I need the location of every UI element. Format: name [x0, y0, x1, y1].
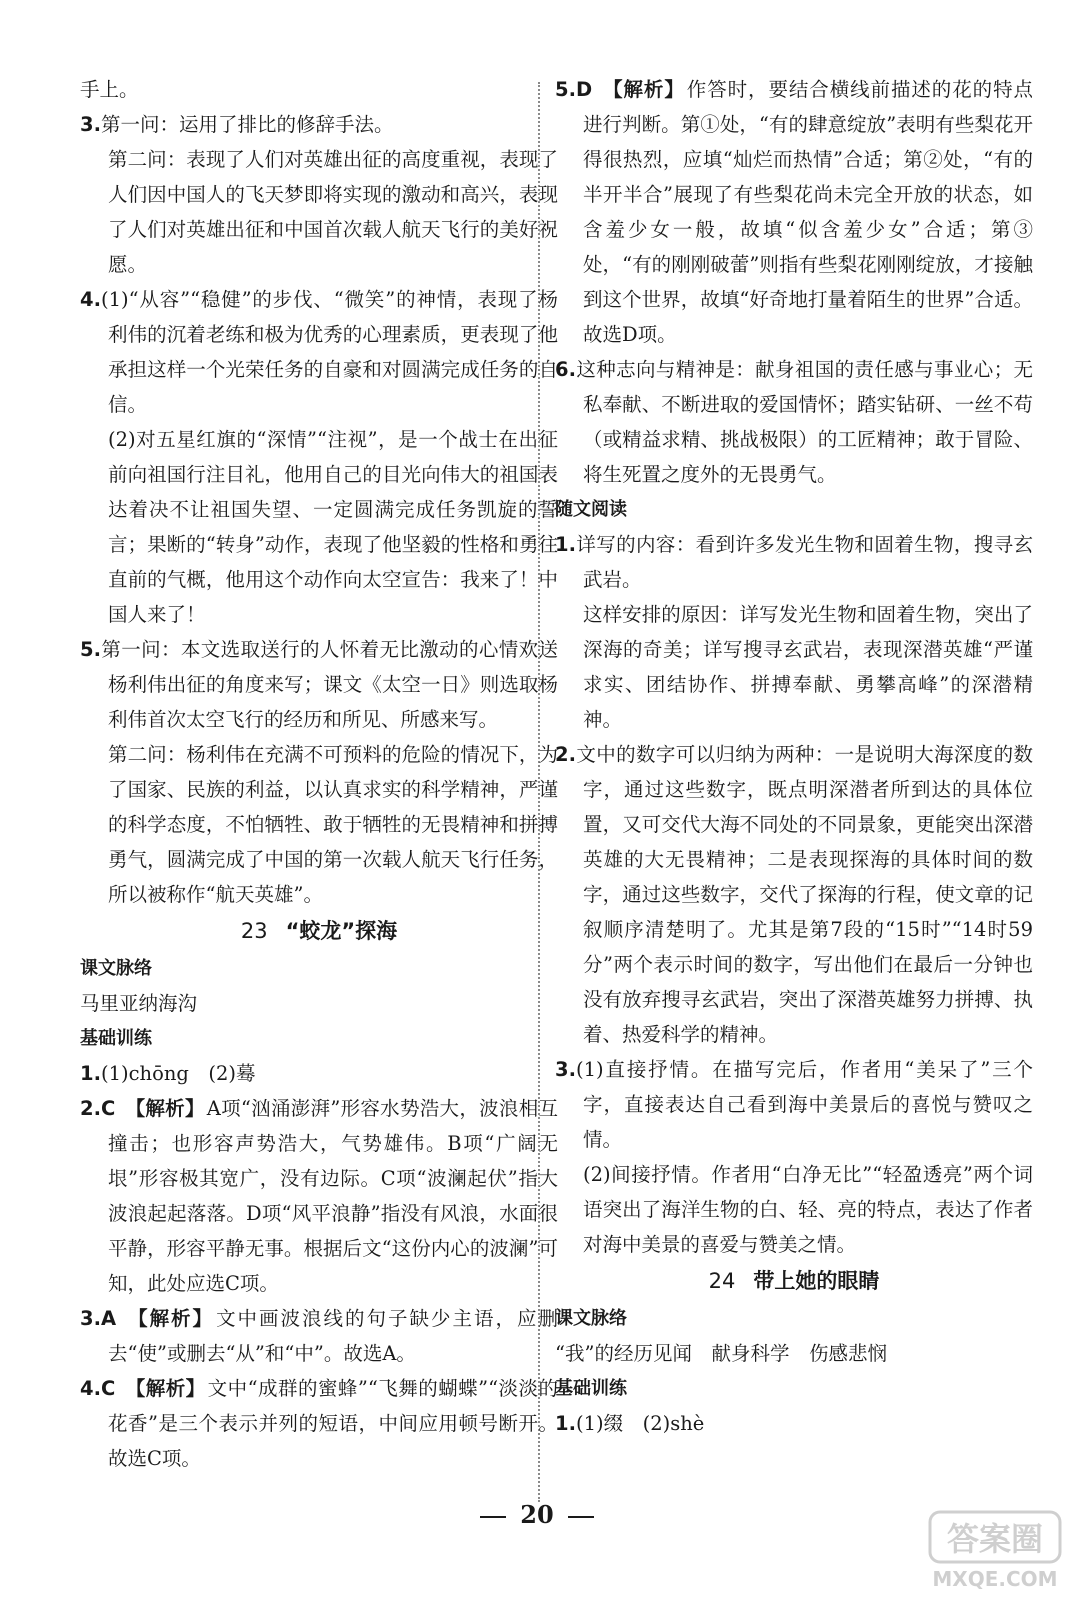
lesson-title: [80, 914, 558, 949]
section-heading: 课文脉络: [80, 958, 152, 979]
answer-item: [555, 352, 1033, 492]
answer-item: [80, 107, 558, 142]
answer-paragraph: 这样安排的原因：详写发光生物和固着生物，突出了深海的奇美；详写搜寻玄武岩，表现深潜英雄“严谨求实、团结协作、拼搏奉献、勇攀高峰”的深潜精神。: [583, 603, 1033, 731]
item-text: (1)缀 (2)shè: [575, 1412, 705, 1435]
item-text: (1)“从容”“稳健”的步伐、“微笑”的神情，表现了杨利伟的沉着老练和极为优秀的心理素质，更表现了他承担这样一个光荣任务的自豪和对圆满完成任务的自信。: [100, 288, 558, 416]
answer-item: [555, 72, 1033, 352]
section-heading: 课文脉络: [555, 1308, 627, 1329]
item-number: 3.: [80, 113, 101, 136]
item-text: 作答时，要结合横线前描述的花的特点进行判断。第①处，“有的肆意绽放”表明有些梨花开得很热烈，应填“灿烂而热情”合适；第②处，“有的半开半合”展现了有些梨花尚未完全开放的状态，如含羞少女一般，故填“似含羞少女”合适；第③处，“有的刚刚破蕾”则指有些梨花刚刚绽放，才接触到这个世界，故填“好奇地打量着陌生的世界”合适。故选D项。: [583, 78, 1033, 346]
answer-item: [555, 1406, 1033, 1441]
item-text: 文中“成群的蜜蜂”“飞舞的蝴蝶”“淡淡的花香”是三个表示并列的短语，中间应用顿号断开。故选C项。: [108, 1377, 558, 1470]
answer-paragraph: 第二问：表现了人们对英雄出征的高度重视，表现了人们因中国人的飞天梦即将实现的激动和高兴，表现了人们对英雄出征和中国首次载人航天飞行的美好祝愿。: [108, 148, 558, 276]
page-number: 20: [520, 1500, 554, 1529]
lesson-title: [555, 1264, 1033, 1299]
item-number: 6.: [555, 358, 576, 381]
answer-item: [555, 1052, 1033, 1157]
item-text: 第一问：本文选取送行的人怀着无比激动的心情欢送杨利伟出征的角度来写；课文《太空一日》则选取杨利伟首次太空飞行的经历和所见、所感来写。: [100, 638, 558, 731]
answer-item: [80, 1301, 558, 1371]
item-number: 5.: [80, 638, 101, 661]
answer-paragraph: 第二问：杨利伟在充满不可预料的危险的情况下，为了国家、民族的利益，以认真求实的科学精神，严谨的科学态度，不怕牺牲、敢于牺牲的无畏精神和拼搏勇气，圆满完成了中国的第一次载人航天飞行任务，所以被称作“航天英雄”。: [108, 743, 558, 906]
answer-item: [80, 632, 558, 737]
right-column: [555, 72, 1033, 1441]
analysis-tag: 【解析】: [126, 1307, 215, 1330]
item-text: 第一问：运用了排比的修辞手法。: [100, 113, 394, 136]
item-number: 2.: [555, 743, 576, 766]
footer-dash-right: [568, 1516, 594, 1518]
item-number: 4.: [80, 288, 101, 311]
lesson-name: 带上她的眼睛: [753, 1269, 880, 1293]
answer-choice: C: [100, 1097, 116, 1120]
answer-paragraph: (2)间接抒情。作者用“白净无比”“轻盈透亮”两个词语突出了海洋生物的白、轻、亮的特点，表达了作者对海中美景的喜爱与赞美之情。: [583, 1163, 1033, 1256]
answer-choice: A: [100, 1307, 117, 1330]
answer-item: [80, 282, 558, 422]
item-number: 3.: [555, 1058, 576, 1081]
item-text: 文中画波浪线的句子缺少主语，应删去“使”或删去“从”和“中”。故选A。: [108, 1307, 558, 1365]
text-line: “我”的经历见闻 献身科学 伤感悲悯: [555, 1342, 887, 1365]
answer-item: [80, 1091, 558, 1301]
item-text: 文中的数字可以归纳为两种：一是说明大海深度的数字，通过这些数字，既点明深潜者所到达的具体位置，又可交代大海不同处的不同景象，更能突出深潜英雄的大无畏精神；二是表现探海的具体时间的数字，通过这些数字，交代了探海的行程，使文章的记叙顺序清楚明了。尤其是第7段的“15时”“14时59分”两个表示时间的数字，写出他们在最后一分钟也没有放弃搜寻玄武岩，突出了深潜英雄努力拼搏、执着、热爱科学的精神。: [575, 743, 1033, 1046]
text-line: 马里亚纳海沟: [80, 992, 198, 1015]
analysis-tag: 【解析】: [125, 1097, 205, 1120]
footer-dash-left: [480, 1516, 506, 1518]
left-column: [80, 72, 558, 1476]
page-footer: [0, 1500, 1074, 1529]
answer-paragraph: (2)对五星红旗的“深情”“注视”，是一个战士在出征前向祖国行注目礼，他用自己的目光向伟大的祖国表达着决不让祖国失望、一定圆满完成任务凯旋的誓言；果断的“转身”动作，表现了他坚毅的性格和勇往直前的气概，他用这个动作向太空宣告：我来了！中国人来了！: [108, 428, 558, 626]
analysis-tag: 【解析】: [602, 78, 685, 101]
item-number: 1.: [80, 1062, 101, 1085]
item-number: 1.: [555, 533, 576, 556]
watermark-text-url: MXQE.COM: [932, 1567, 1058, 1591]
text-line: 手上。: [80, 78, 139, 101]
item-text: 详写的内容：看到许多发光生物和固着生物，搜寻玄武岩。: [575, 533, 1033, 591]
answer-item: [80, 1371, 558, 1476]
section-heading: 随文阅读: [555, 499, 627, 520]
answer-item: [555, 527, 1033, 597]
answer-item: [555, 737, 1033, 1052]
item-number: 2.: [80, 1097, 101, 1120]
item-number: 3.: [80, 1307, 101, 1330]
watermark-text-main: 答案圈: [946, 1520, 1044, 1558]
lesson-number: 23: [240, 919, 268, 943]
lesson-number: 24: [708, 1269, 736, 1293]
item-text: 这种志向与精神是：献身祖国的责任感与事业心；无私奉献、不断进取的爱国情怀；踏实钻研、一丝不苟（或精益求精、挑战极限）的工匠精神；敢于冒险、将生死置之度外的无畏勇气。: [575, 358, 1033, 486]
item-number: 4.: [80, 1377, 101, 1400]
item-text: (1)直接抒情。在描写完后，作者用“美呆了”三个字，直接表达自己看到海中美景后的喜悦与赞叹之情。: [575, 1058, 1033, 1151]
item-number: 1.: [555, 1412, 576, 1435]
item-text: A项“汹涌澎湃”形容水势浩大，波浪相互撞击；也形容声势浩大，气势雄伟。B项“广阔无垠”形容极其宽广，没有边际。C项“波澜起伏”指大波浪起起落落。D项“风平浪静”指没有风浪，水面很平静，形容平静无事。根据后文“这份内心的波澜”可知，此处应选C项。: [108, 1097, 558, 1295]
answer-item: [80, 1056, 558, 1091]
item-text: (1)chōng (2)蓦: [100, 1062, 256, 1085]
answer-choice: D: [575, 78, 593, 101]
section-heading: 基础训练: [80, 1028, 152, 1049]
analysis-tag: 【解析】: [125, 1377, 206, 1400]
item-number: 5.: [555, 78, 576, 101]
lesson-name: “蛟龙”探海: [285, 919, 398, 943]
section-heading: 基础训练: [555, 1378, 627, 1399]
watermark-logo: [928, 1508, 1062, 1594]
answer-choice: C: [100, 1377, 116, 1400]
